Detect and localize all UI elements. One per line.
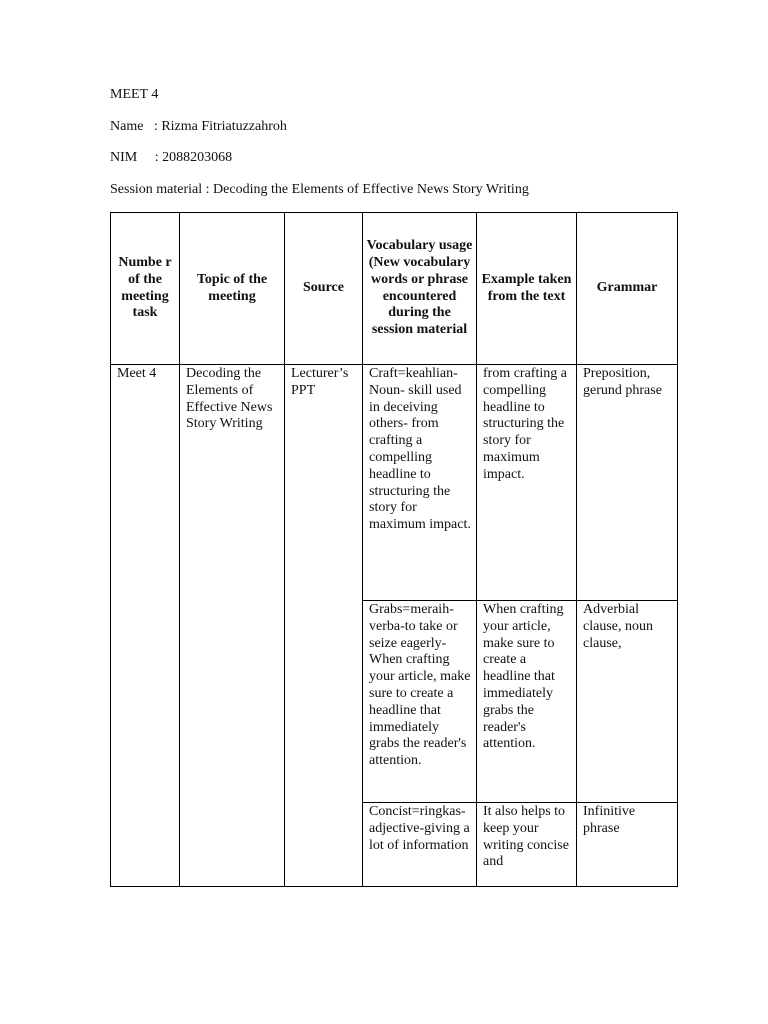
session-material: Session material : Decoding the Elements of Effective News Story Writing: [110, 182, 529, 197]
example-cell: It also helps to keep your writing concise and: [477, 803, 577, 887]
grammar-cell: Adverbial clause, noun clause,: [577, 601, 678, 803]
header-topic: Topic of the meeting: [180, 213, 285, 365]
header-vocabulary: Vocabulary usage (New vocabulary words or phrase encountered during the session material: [363, 213, 477, 365]
student-name: Name : Rizma Fitriatuzzahroh: [110, 119, 287, 134]
vocabulary-table: [110, 212, 678, 887]
student-nim: NIM : 2088203068: [110, 150, 233, 165]
source-cell: Lecturer’s PPT: [285, 365, 363, 887]
grammar-cell: Infinitive phrase: [577, 803, 678, 887]
header-meeting-number: Numbe r of the meeting task: [111, 213, 180, 365]
example-cell: When crafting your article, make sure to create a headline that immediately grabs the reader's attention.: [477, 601, 577, 803]
header-example: Example taken from the text: [477, 213, 577, 365]
table-row: [111, 365, 678, 601]
meet-heading: MEET 4: [110, 87, 159, 102]
vocabulary-cell: Grabs=meraih-verba-to take or seize eagerly-When crafting your article, make sure to create a headline that immediately grabs the reader's attention.: [363, 601, 477, 803]
grammar-cell: Preposition, gerund phrase: [577, 365, 678, 601]
topic-cell: Decoding the Elements of Effective News Story Writing: [180, 365, 285, 887]
header-source: Source: [285, 213, 363, 365]
meeting-number-cell: Meet 4: [111, 365, 180, 887]
table-header-row: [111, 213, 678, 365]
vocabulary-cell: Craft=keahlian-Noun- skill used in deceiving others- from crafting a compelling headline to structuring the story for maximum impact.: [363, 365, 477, 601]
vocabulary-cell: Concist=ringkas-adjective-giving a lot of information: [363, 803, 477, 887]
example-cell: from crafting a compelling headline to structuring the story for maximum impact.: [477, 365, 577, 601]
header-grammar: Grammar: [577, 213, 678, 365]
